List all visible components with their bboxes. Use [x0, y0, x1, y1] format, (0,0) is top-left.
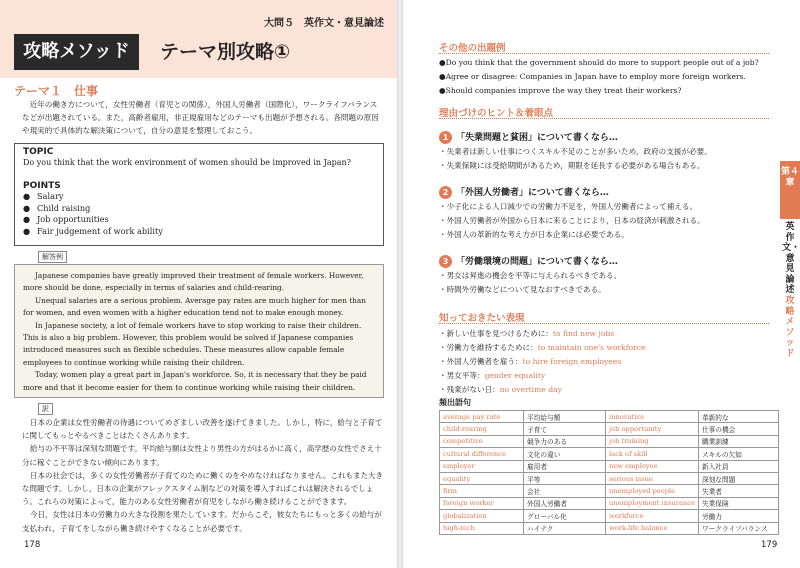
section-underline: [439, 53, 769, 54]
vocab-row: [440, 485, 779, 497]
expression-line: [439, 384, 769, 396]
method-label: 攻略メソッド: [14, 34, 139, 70]
vocab-english: equality: [440, 472, 524, 484]
point-text: Fair judgement of work ability: [37, 225, 163, 236]
vocab-english: foreign worker: [440, 497, 524, 509]
point-item: [23, 191, 375, 203]
vocab-english: high-tech: [440, 522, 524, 534]
vocab-japanese: 文化の違い: [524, 448, 606, 460]
vocab-japanese: 平均給与額: [524, 411, 606, 423]
answer-tag: 解答例: [38, 251, 67, 263]
expression-ja: ・労働力を維持するために：: [439, 343, 538, 352]
vocab-row: [440, 423, 779, 435]
vocab-english: lack of skill: [606, 448, 699, 460]
vocab-english: innovative: [606, 411, 699, 423]
side-subtitle: 攻略メソッド: [785, 296, 795, 359]
side-title: 英作文・意見論述: [782, 222, 800, 295]
vocab-english: globalization: [440, 510, 524, 522]
point-text: Job opportunities: [37, 214, 109, 224]
expression-line: [439, 328, 769, 340]
hint-line: ・外国人労働者が外国から日本に来ることにより，日本の経済が刺激される。: [439, 216, 705, 225]
topic-label: TOPIC: [23, 147, 54, 157]
hint-line: ・時間外労働などについて見なおすべきである。: [439, 285, 606, 294]
answer-paragraph: Japanese companies have greatly improved their treatment of female workers. However, more should be done, especially in terms of salaries and child-rearing.: [23, 271, 364, 293]
vocab-japanese: グローバル化: [524, 510, 606, 522]
vocab-japanese: 外国人労働者: [524, 497, 606, 509]
expression-ja: ・男女平等：: [439, 371, 485, 380]
vocab-japanese: 会社: [524, 485, 606, 497]
answer-paragraph: In Japanese society, a lot of female workers have to stop working to raise their children. This is also a big problem. However, this problem would be solved if Japanese companies introduced measures such as flexible schedules. These measures allow capable female employees to continue working while raising their children.: [23, 320, 362, 367]
translation-paragraph: 日本の企業は女性労働者の待遇についてめざましい改善を遂げてきました。しかし，特に，給与と子育てに関してもっとやるべきことはたくさんあります。: [22, 418, 383, 441]
hint-line: ・少子化による人口減少での労働力不足を，外国人労働者によって補える。: [439, 202, 698, 211]
vocab-japanese: 革新的な: [698, 411, 778, 423]
expressions-title: 知っておきたい表現: [439, 313, 525, 324]
expression-line: [439, 342, 769, 354]
vocab-title: 頻出語句: [439, 398, 471, 407]
translation-paragraph: 給与の不平等は深刻な問題です。平均給与額は女性より男性の方がはるかに高く，高学歴の女性でさえ十分に稼ぐことができない傾向にあります。: [22, 444, 382, 467]
hint-title: 「失業問題と貧困」について書くなら…: [456, 133, 618, 143]
vocab-table: [439, 410, 779, 535]
vocab-english: child-rearing: [440, 423, 524, 435]
vocab-row: [440, 497, 779, 509]
vocab-japanese: 仕事の機会: [698, 423, 778, 435]
hint-heading: [439, 130, 618, 144]
vocab-english: employer: [440, 460, 524, 472]
vocab-row: [440, 510, 779, 522]
hint-number-icon: 1: [439, 131, 452, 144]
hint-heading: [439, 185, 609, 199]
point-item: [23, 203, 375, 215]
page-number-left: 178: [24, 540, 41, 550]
page-number-right: 179: [761, 540, 778, 550]
answer-paragraph: Today, women play a great part in Japan's workforce. So, it is necessary that they be paid more and that it become easier for them to continue working while raising their children.: [23, 370, 367, 392]
bullet-icon: ●: [23, 225, 31, 236]
vocab-english: serious issue: [606, 472, 699, 484]
expression-ja: ・新しい仕事を見つけるために：: [439, 329, 553, 338]
vocab-english: competitive: [440, 435, 524, 447]
theme-title: テーマ１ 仕事: [14, 84, 99, 98]
section-underline: [439, 323, 769, 324]
expression-en: to find new jobs: [552, 329, 615, 338]
vocab-japanese: 競争力のある: [524, 435, 606, 447]
topic-question: Do you think that the work environment of women should be improved in Japan?: [23, 158, 351, 167]
vocab-english: new employee: [606, 460, 699, 472]
hint-line: ・男女は昇進の機会を平等に与えられるべきである。: [439, 271, 622, 280]
vocab-japanese: 新入社員: [698, 460, 778, 472]
vocab-japanese: 雇用者: [524, 460, 606, 472]
points-label: POINTS: [23, 181, 61, 191]
vocab-japanese: 子育て: [524, 423, 606, 435]
translation-tag: 訳: [38, 403, 53, 415]
expression-en: to hire foreign employees: [522, 357, 622, 366]
vocab-english: job training: [606, 435, 699, 447]
other-example: ●Do you think that the government should do more to support people out of a job?: [439, 58, 759, 67]
hint-line: ・外国人の革新的な考え方が日本企業には必要である。: [439, 230, 629, 239]
vocab-english: unemployment insurance: [606, 497, 699, 509]
vocab-english: unemployed people: [606, 485, 699, 497]
translation-paragraph: 今日，女性は日本の労働力の大きな役割を果たしています。だからこそ，彼女たちにもっと多くの給与が支払われ，子育てをしながら働き続けやすくなることが必要です。: [22, 510, 382, 533]
vocab-english: work-life balance: [606, 522, 699, 534]
hint-number-icon: 2: [439, 186, 452, 199]
vocab-row: [440, 435, 779, 447]
other-examples-title: その他の出題例: [439, 43, 506, 54]
vocab-english: firm: [440, 485, 524, 497]
vocab-row: [440, 411, 779, 423]
answer-box: [14, 264, 384, 398]
vocab-row: [440, 522, 779, 534]
chapter-label: 大問５ 英作文・意見論述: [264, 18, 384, 29]
other-example: ●Agree or disagree: Companies in Japan have to employ more foreign workers.: [439, 72, 746, 81]
expression-line: [439, 356, 769, 368]
vocab-japanese: 労働力: [698, 510, 778, 522]
vocab-japanese: ワークライフバランス: [698, 522, 778, 534]
expression-en: no overtime day: [499, 385, 562, 394]
intro-text: 近年の働き方について，女性労働者（育児との関係），外国人労働者（国際化），ワークライフバランスなどが出題されている。また，高齢者雇用，非正規雇用などのテーマも出題が予想される。各問題の原因や現実的で具体的な解決策について，自分の意見を整理しておこう。: [22, 100, 379, 135]
vocab-japanese: 平等: [524, 472, 606, 484]
hint-title: 「労働環境の問題」について書くなら…: [456, 257, 618, 267]
chapter-tab: 第４章: [780, 161, 800, 219]
topic-box: [14, 143, 384, 246]
hint-line: ・失業保険には受給期間があるため，期限を延長する必要がある場合もある。: [439, 161, 705, 170]
vocab-japanese: ハイテク: [524, 522, 606, 534]
vocab-english: average pay rate: [440, 411, 524, 423]
vocab-japanese: 失業保険: [698, 497, 778, 509]
expression-en: to maintain one's workforce: [537, 343, 646, 352]
vocab-row: [440, 460, 779, 472]
hint-number-icon: 3: [439, 255, 452, 268]
point-text: Child raising: [37, 202, 91, 213]
right-page: [403, 0, 800, 568]
section-underline: [439, 118, 769, 119]
point-text: Salary: [37, 191, 64, 201]
bullet-icon: ●: [23, 214, 31, 224]
point-item: [23, 214, 375, 226]
expression-ja: ・外国人労働者を雇う：: [439, 357, 523, 366]
vocab-japanese: 失業者: [698, 485, 778, 497]
other-example: ●Should companies improve the way they treat their workers?: [439, 86, 682, 95]
answer-paragraph: Unequal salaries are a serious problem. Average pay rates are much higher for men than for women, and even women with a higher education tend not to make enough money.: [23, 295, 366, 318]
point-item: [23, 226, 375, 238]
vocab-english: job opportunity: [606, 423, 699, 435]
hints-title: 理由づけのヒント＆着眼点: [439, 108, 554, 119]
vocab-row: [440, 472, 779, 484]
vocab-japanese: 深刻な問題: [698, 472, 778, 484]
expression-ja: ・残業がない日：: [439, 385, 500, 394]
hint-line: ・失業者は新しい仕事につくスキル不足のことが多いため，政府の支援が必要。: [439, 147, 712, 156]
hint-heading: [439, 254, 618, 268]
expression-line: [439, 370, 769, 382]
bullet-icon: ●: [23, 202, 31, 213]
translation-paragraph: 日本の社会では，多くの女性労働者が子育てのために働くのをやめなければなりません。これもまた大きな問題です。しかし，日本の企業がフレックスタイム制などの対策を導入すればこれは解決されるでしょう。これらの対策によって，能力のある女性労働者が育児をしながら働き続けることができます。: [22, 470, 383, 507]
vocab-japanese: スキルの欠如: [698, 448, 778, 460]
vocab-japanese: 職業訓練: [698, 435, 778, 447]
points-list: [23, 191, 375, 237]
translation-block: [22, 416, 384, 535]
vocab-row: [440, 448, 779, 460]
vocab-english: cultural difference: [440, 448, 524, 460]
expression-en: gender equality: [484, 371, 546, 380]
left-page: [0, 0, 397, 568]
vocab-english: workforce: [606, 510, 699, 522]
hint-title: 「外国人労働者」について書くなら…: [456, 188, 609, 198]
theme-heading: テーマ別攻略①: [160, 41, 291, 63]
bullet-icon: ●: [23, 191, 31, 201]
